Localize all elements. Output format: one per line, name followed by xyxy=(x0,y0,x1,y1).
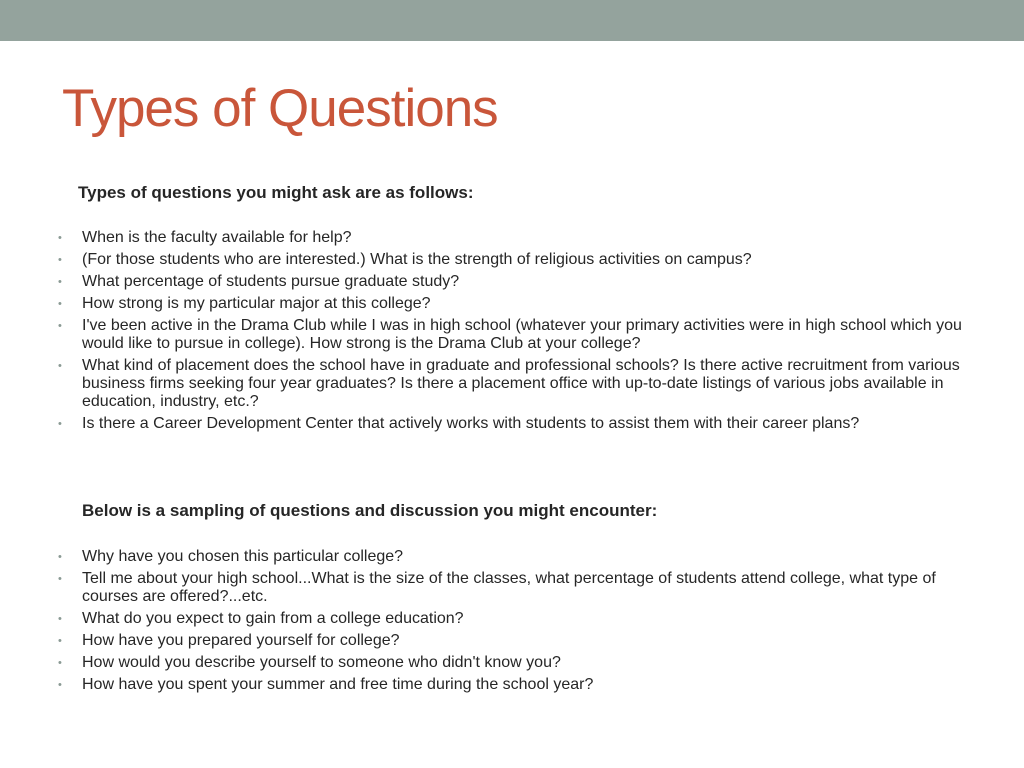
bullet-dot-icon: • xyxy=(58,418,62,430)
bullet-dot-icon: • xyxy=(58,613,62,625)
list-item-text: Tell me about your high school...What is the size of the classes, what percentage of students attend college, what type of courses are offered?...etc. xyxy=(82,570,936,605)
list-item xyxy=(56,415,966,433)
list-item-text: Is there a Career Development Center that actively works with students to assist them with their career plans? xyxy=(82,415,860,432)
bullet-dot-icon: • xyxy=(58,657,62,669)
list-item-text: What kind of placement does the school have in graduate and professional schools? Is there active recruitment from various business firms seeking four year graduates? Is there a placement office with up-to-date listings of various jobs available in education, industry, etc.? xyxy=(82,357,960,410)
list-item-text: Why have you chosen this particular college? xyxy=(82,548,404,565)
list-item-text: How strong is my particular major at this college? xyxy=(82,295,431,312)
list-item xyxy=(56,570,966,606)
bullet-dot-icon: • xyxy=(58,679,62,691)
list-item xyxy=(56,251,966,269)
list-item-text: How have you spent your summer and free time during the school year? xyxy=(82,676,594,693)
list-item xyxy=(56,273,966,291)
list-item xyxy=(56,676,966,694)
bullet-dot-icon: • xyxy=(58,573,62,585)
list-item-text: What percentage of students pursue graduate study? xyxy=(82,273,460,290)
list-item xyxy=(56,610,966,628)
section-heading-questions-to-encounter: Below is a sampling of questions and discussion you might encounter: xyxy=(82,501,658,520)
bullet-dot-icon: • xyxy=(58,551,62,563)
list-item xyxy=(56,548,966,566)
list-item xyxy=(56,357,966,411)
bullet-dot-icon: • xyxy=(58,320,62,332)
questions-to-encounter-list xyxy=(56,548,966,698)
list-item xyxy=(56,317,966,353)
list-item xyxy=(56,654,966,672)
list-item-text: What do you expect to gain from a college education? xyxy=(82,610,464,627)
list-item-text: When is the faculty available for help? xyxy=(82,229,352,246)
questions-to-ask-list xyxy=(56,229,966,437)
bullet-dot-icon: • xyxy=(58,635,62,647)
list-item-text: (For those students who are interested.) What is the strength of religious activities on campus? xyxy=(82,251,752,268)
bullet-dot-icon: • xyxy=(58,254,62,266)
bullet-dot-icon: • xyxy=(58,232,62,244)
list-item-text: How would you describe yourself to someone who didn't know you? xyxy=(82,654,561,671)
list-item xyxy=(56,632,966,650)
bullet-dot-icon: • xyxy=(58,276,62,288)
list-item-text: I've been active in the Drama Club while I was in high school (whatever your primary activities were in high school which you would like to pursue in college). How strong is the Drama Club at your college? xyxy=(82,317,962,352)
section-heading-questions-to-ask: Types of questions you might ask are as follows: xyxy=(78,183,474,202)
bullet-dot-icon: • xyxy=(58,360,62,372)
slide-title: Types of Questions xyxy=(62,79,498,138)
list-item-text: How have you prepared yourself for college? xyxy=(82,632,400,649)
list-item xyxy=(56,295,966,313)
top-accent-bar xyxy=(0,0,1024,41)
list-item xyxy=(56,229,966,247)
bullet-dot-icon: • xyxy=(58,298,62,310)
